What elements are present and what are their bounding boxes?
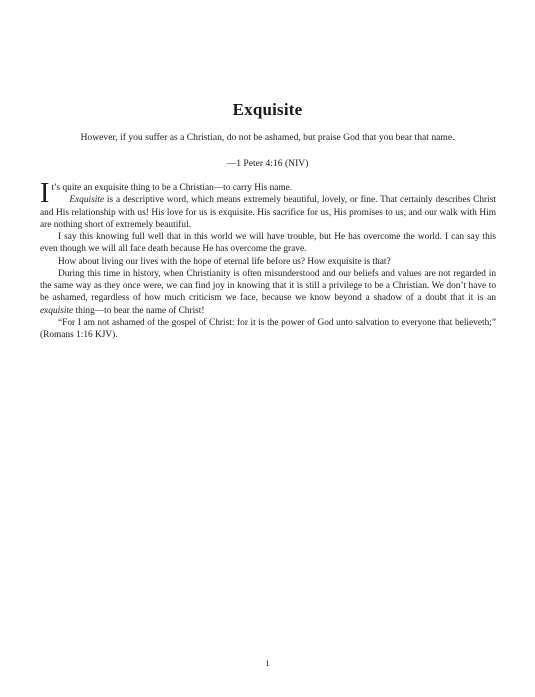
body-text: [40, 178, 496, 341]
paragraph-5-text-before: During this time in history, when Christianity is often misunderstood and our beliefs and values are not regarded in the same way as they once were, we can find joy in knowing that it is still a privilege to be a Christian. We don’t have to be ashamed, regardless of how much criticism we face, because we know beyond a shadow of a doubt that it is an: [40, 268, 496, 304]
drop-cap: I: [40, 178, 50, 209]
paragraph-4: How about living our lives with the hope of eternal life before us? How exquisite is that?: [58, 256, 391, 267]
paragraph-2-text: is a descriptive word, which means extremely beautiful, lovely, or fine. That certainly describes Christ and His relationship with us! His love for us is exquisite. His sacrifice for us, His promises to us, and our walk with Him are nothing short of extremely beautiful.: [40, 195, 496, 230]
paragraph-2: [40, 194, 496, 231]
epigraph-text: However, if you suffer as a Christian, do not be ashamed, but praise God that you bear that name.: [80, 132, 455, 143]
paragraph-5-text-after: thing—to bear the name of Christ!: [73, 305, 205, 316]
page-number: 1: [265, 658, 270, 668]
page-title: Exquisite: [232, 100, 303, 119]
paragraph-1-text: t’s quite an exquisite thing to be a Christian—to carry His name.: [51, 183, 293, 193]
paragraph-3: I say this knowing full well that in this world we will have trouble, but He has overcome the world. I can say this even though we will all face death because He has overcome the grave.: [40, 232, 496, 255]
paragraph-6: “For I am not ashamed of the gospel of Christ: for it is the power of God unto salvation to everyone that believeth;” (Romans 1:16 KJV).: [40, 317, 496, 340]
paragraph-5: [40, 268, 496, 317]
paragraph-2-emphasis: Exquisite: [69, 195, 105, 206]
epigraph-citation: —1 Peter 4:16 (NIV): [226, 158, 309, 169]
paragraph-5-emphasis: exquisite: [40, 305, 74, 316]
paragraph-1: [40, 178, 496, 209]
